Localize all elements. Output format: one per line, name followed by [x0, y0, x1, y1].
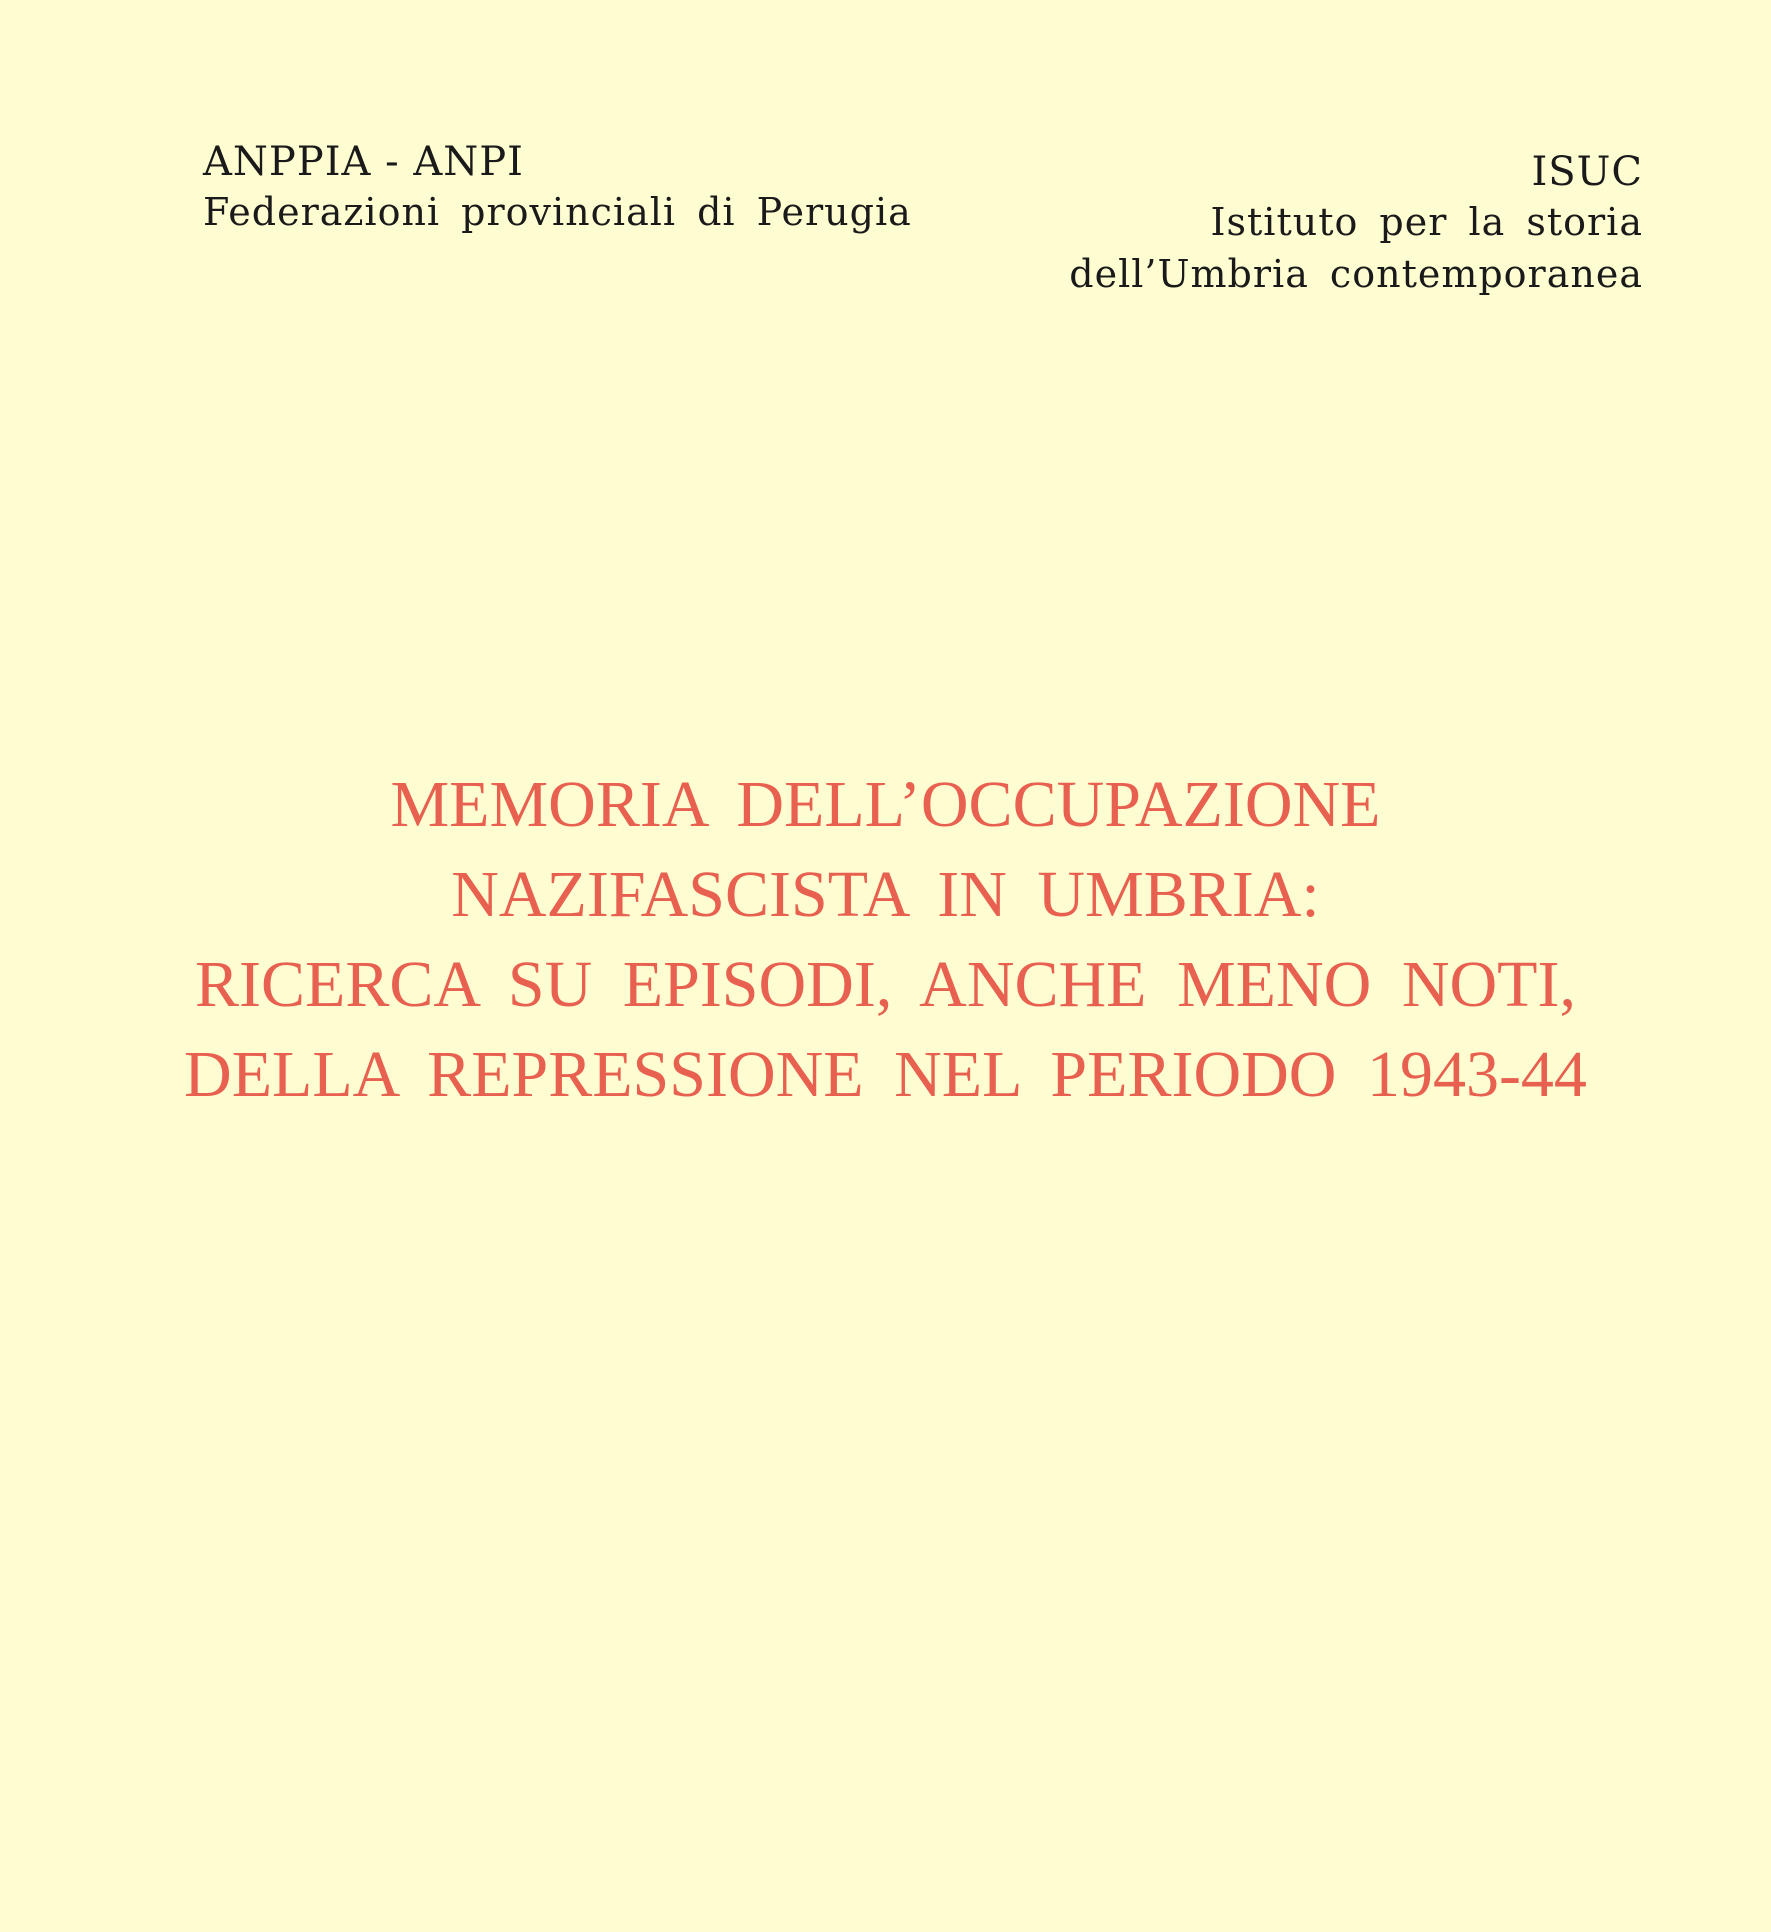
title-line-2: NAZIFASCISTA IN UMBRIA: [451, 858, 1320, 931]
right-org-line-1: Istituto per la storia [1210, 200, 1643, 244]
left-org-name: ANPPIA - ANPI [203, 139, 524, 185]
right-header [1069, 148, 1643, 300]
right-org-line-2: dell’Umbria contemporanea [1069, 252, 1643, 296]
right-org-name: ISUC [1531, 149, 1643, 195]
left-header [203, 138, 912, 238]
title-line-4: DELLA REPRESSIONE NEL PERIODO 1943-44 [184, 1038, 1587, 1111]
title-line-3: RICERCA SU EPISODI, ANCHE MENO NOTI, [195, 948, 1576, 1021]
document-title [0, 760, 1771, 1120]
title-line-1: MEMORIA DELL’OCCUPAZIONE [390, 768, 1381, 841]
left-org-subtitle: Federazioni provinciali di Perugia [203, 190, 912, 234]
